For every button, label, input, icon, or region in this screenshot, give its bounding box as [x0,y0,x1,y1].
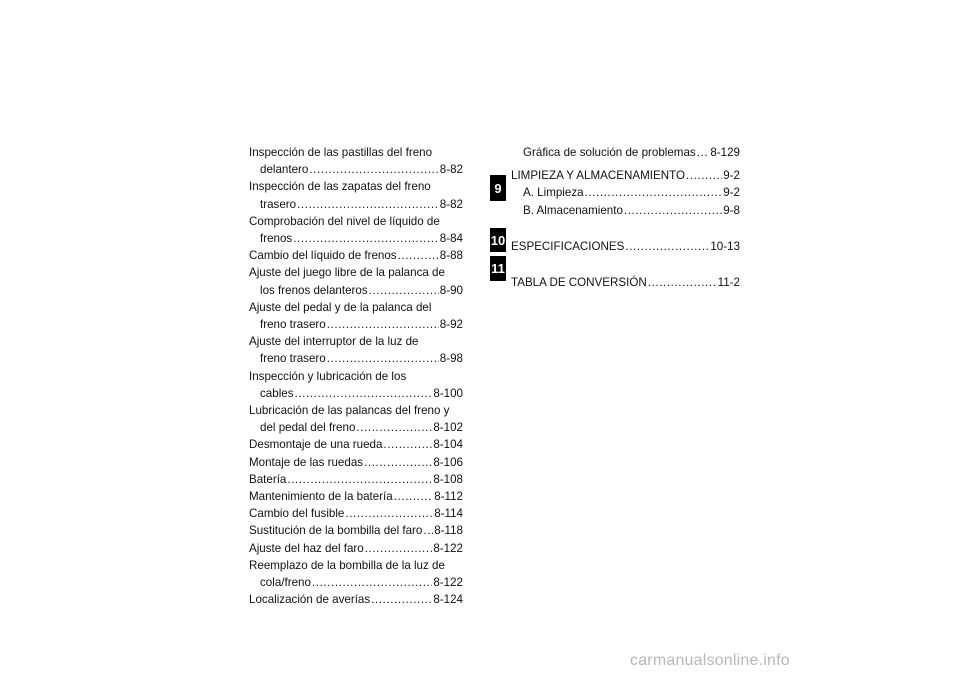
toc-entry-label: Montaje de las ruedas [249,455,364,469]
toc-page-number: 8-124 [433,593,463,607]
toc-entry[interactable] [249,368,463,402]
toc-entry-label: cola/freno [260,576,311,590]
toc-entry[interactable] [249,505,463,522]
dot-leader [297,196,439,213]
dot-leader [327,316,439,333]
toc-page-number: 9-2 [723,186,740,200]
toc-entry[interactable] [249,488,463,505]
toc-page-number: 8-84 [439,232,463,246]
toc-entry-label: Sustitución de la bombilla del faro [249,524,423,538]
toc-entry-label: Gráfica de solución de problemas [523,146,696,159]
watermark: carmanualsonline.info [630,652,790,669]
toc-right-column [511,144,740,291]
toc-page-number: 8-98 [439,352,463,366]
toc-entry-label: Batería [249,472,287,486]
toc-page-number: 8-88 [439,249,463,263]
toc-entry-label: Cambio del fusible [249,507,345,521]
toc-chapter-entry[interactable] [511,238,740,255]
toc-entry-label: Mantenimiento de la batería [249,490,393,504]
toc-page-number: 8-102 [433,421,463,435]
dot-leader [383,436,432,453]
toc-page-number: 8-92 [439,318,463,332]
toc-entry-label: Desmontaje de una rueda [249,438,383,452]
toc-entry[interactable] [249,522,463,539]
dot-leader [686,167,722,184]
toc-entry-line: Ajuste del interruptor de la luz de [249,335,419,349]
chapter-title: ESPECIFICACIONES [511,239,625,253]
toc-entry[interactable] [249,454,463,471]
toc-entry-line: Ajuste del juego libre de la palanca de [249,266,445,280]
toc-entry[interactable] [249,247,463,264]
dot-leader [585,184,723,201]
toc-entry-label: los frenos delanteros [260,283,368,297]
toc-entry[interactable] [249,591,463,608]
toc-entry-line: Lubricación de las palancas del freno y [249,404,450,418]
toc-page-number: 8-82 [439,163,463,177]
dot-leader [356,419,432,436]
dot-leader [423,522,433,539]
toc-entry-line: Inspección y lubricación de los [249,369,407,383]
dot-leader [369,282,439,299]
toc-page-number: 10-13 [710,239,740,253]
dot-leader [364,454,432,471]
toc-entry-label: del pedal del freno [260,421,356,435]
toc-left-column [249,144,463,608]
toc-entry-label: cables [260,386,294,400]
toc-entry-label: A. Limpieza [523,186,584,200]
dot-leader [624,202,722,219]
toc-page-number: 8-106 [433,455,463,469]
toc-entry-label: delantero [260,163,309,177]
toc-subentry[interactable] [511,202,740,219]
toc-entry[interactable] [249,144,463,178]
toc-entry[interactable] [249,264,463,298]
toc-entry[interactable] [249,178,463,212]
toc-entry[interactable] [249,540,463,557]
dot-leader [398,247,439,264]
toc-subentry[interactable] [511,184,740,201]
dot-leader [295,385,433,402]
chapter-tab-11[interactable]: 11 [490,256,506,281]
dot-leader [371,591,432,608]
toc-page-number: 8-82 [439,197,463,211]
dot-leader [625,238,709,255]
toc-entry-label: trasero [260,197,297,211]
dot-leader [394,488,433,505]
toc-entry[interactable] [249,436,463,453]
dot-leader [293,230,439,247]
toc-entry-line: Ajuste del pedal y de la palanca del [249,300,432,314]
dot-leader [327,350,439,367]
toc-page-number: 8-104 [433,438,463,452]
toc-entry[interactable] [249,557,463,591]
toc-entry-label: freno trasero [260,318,326,332]
toc-entry-label: B. Almacenamiento [523,203,623,217]
toc-page-number: 8-122 [433,541,463,555]
toc-page-number: 8-108 [433,472,463,486]
dot-leader [287,471,432,488]
toc-page-number: 8-114 [434,507,463,521]
toc-entry-line: Inspección de las zapatas del freno [249,180,431,194]
chapter-title: TABLA DE CONVERSIÓN [511,276,647,290]
toc-entry-label: frenos [260,232,293,246]
toc-page-number: 9-2 [723,169,740,183]
toc-page-number: 8-100 [433,386,463,400]
toc-page-number: 8-122 [433,576,463,590]
toc-page-number: 8-90 [439,283,463,297]
chapter-title: LIMPIEZA Y ALMACENAMIENTO [511,169,685,183]
toc-chapter-entry[interactable] [511,274,740,291]
toc-entry[interactable] [249,471,463,488]
toc-entry-line: Reemplazo de la bombilla de la luz de [249,558,445,572]
toc-entry-label: Cambio del líquido de frenos [249,249,397,263]
toc-entry[interactable] [249,333,463,367]
chapter-tab-10[interactable]: 10 [490,228,506,252]
toc-page-number: 9-8 [723,203,740,217]
toc-entry-label: freno trasero [260,352,326,366]
toc-page-number: 8-129 [710,146,740,159]
toc-entry[interactable] [249,402,463,436]
toc-chapter-entry[interactable] [511,167,740,219]
toc-entry[interactable] [249,299,463,333]
dot-leader [345,505,433,522]
toc-entry-line: Comprobación del nivel de líquido de [249,214,440,228]
toc-entry-label: Ajuste del haz del faro [249,541,364,555]
toc-page-number: 8-112 [434,490,463,504]
dot-leader [648,274,717,291]
toc-entry[interactable] [249,213,463,247]
toc-page-number: 11-2 [717,276,740,290]
dot-leader [697,144,710,161]
toc-entry[interactable] [511,144,740,161]
toc-page-number: 8-118 [434,524,463,538]
dot-leader [309,161,438,178]
toc-entry-label: Localización de averías [249,593,371,607]
dot-leader [365,540,433,557]
toc-entry-line: Inspección de las pastillas del freno [249,146,433,159]
dot-leader [312,574,432,591]
chapter-tab-9[interactable]: 9 [490,175,506,201]
